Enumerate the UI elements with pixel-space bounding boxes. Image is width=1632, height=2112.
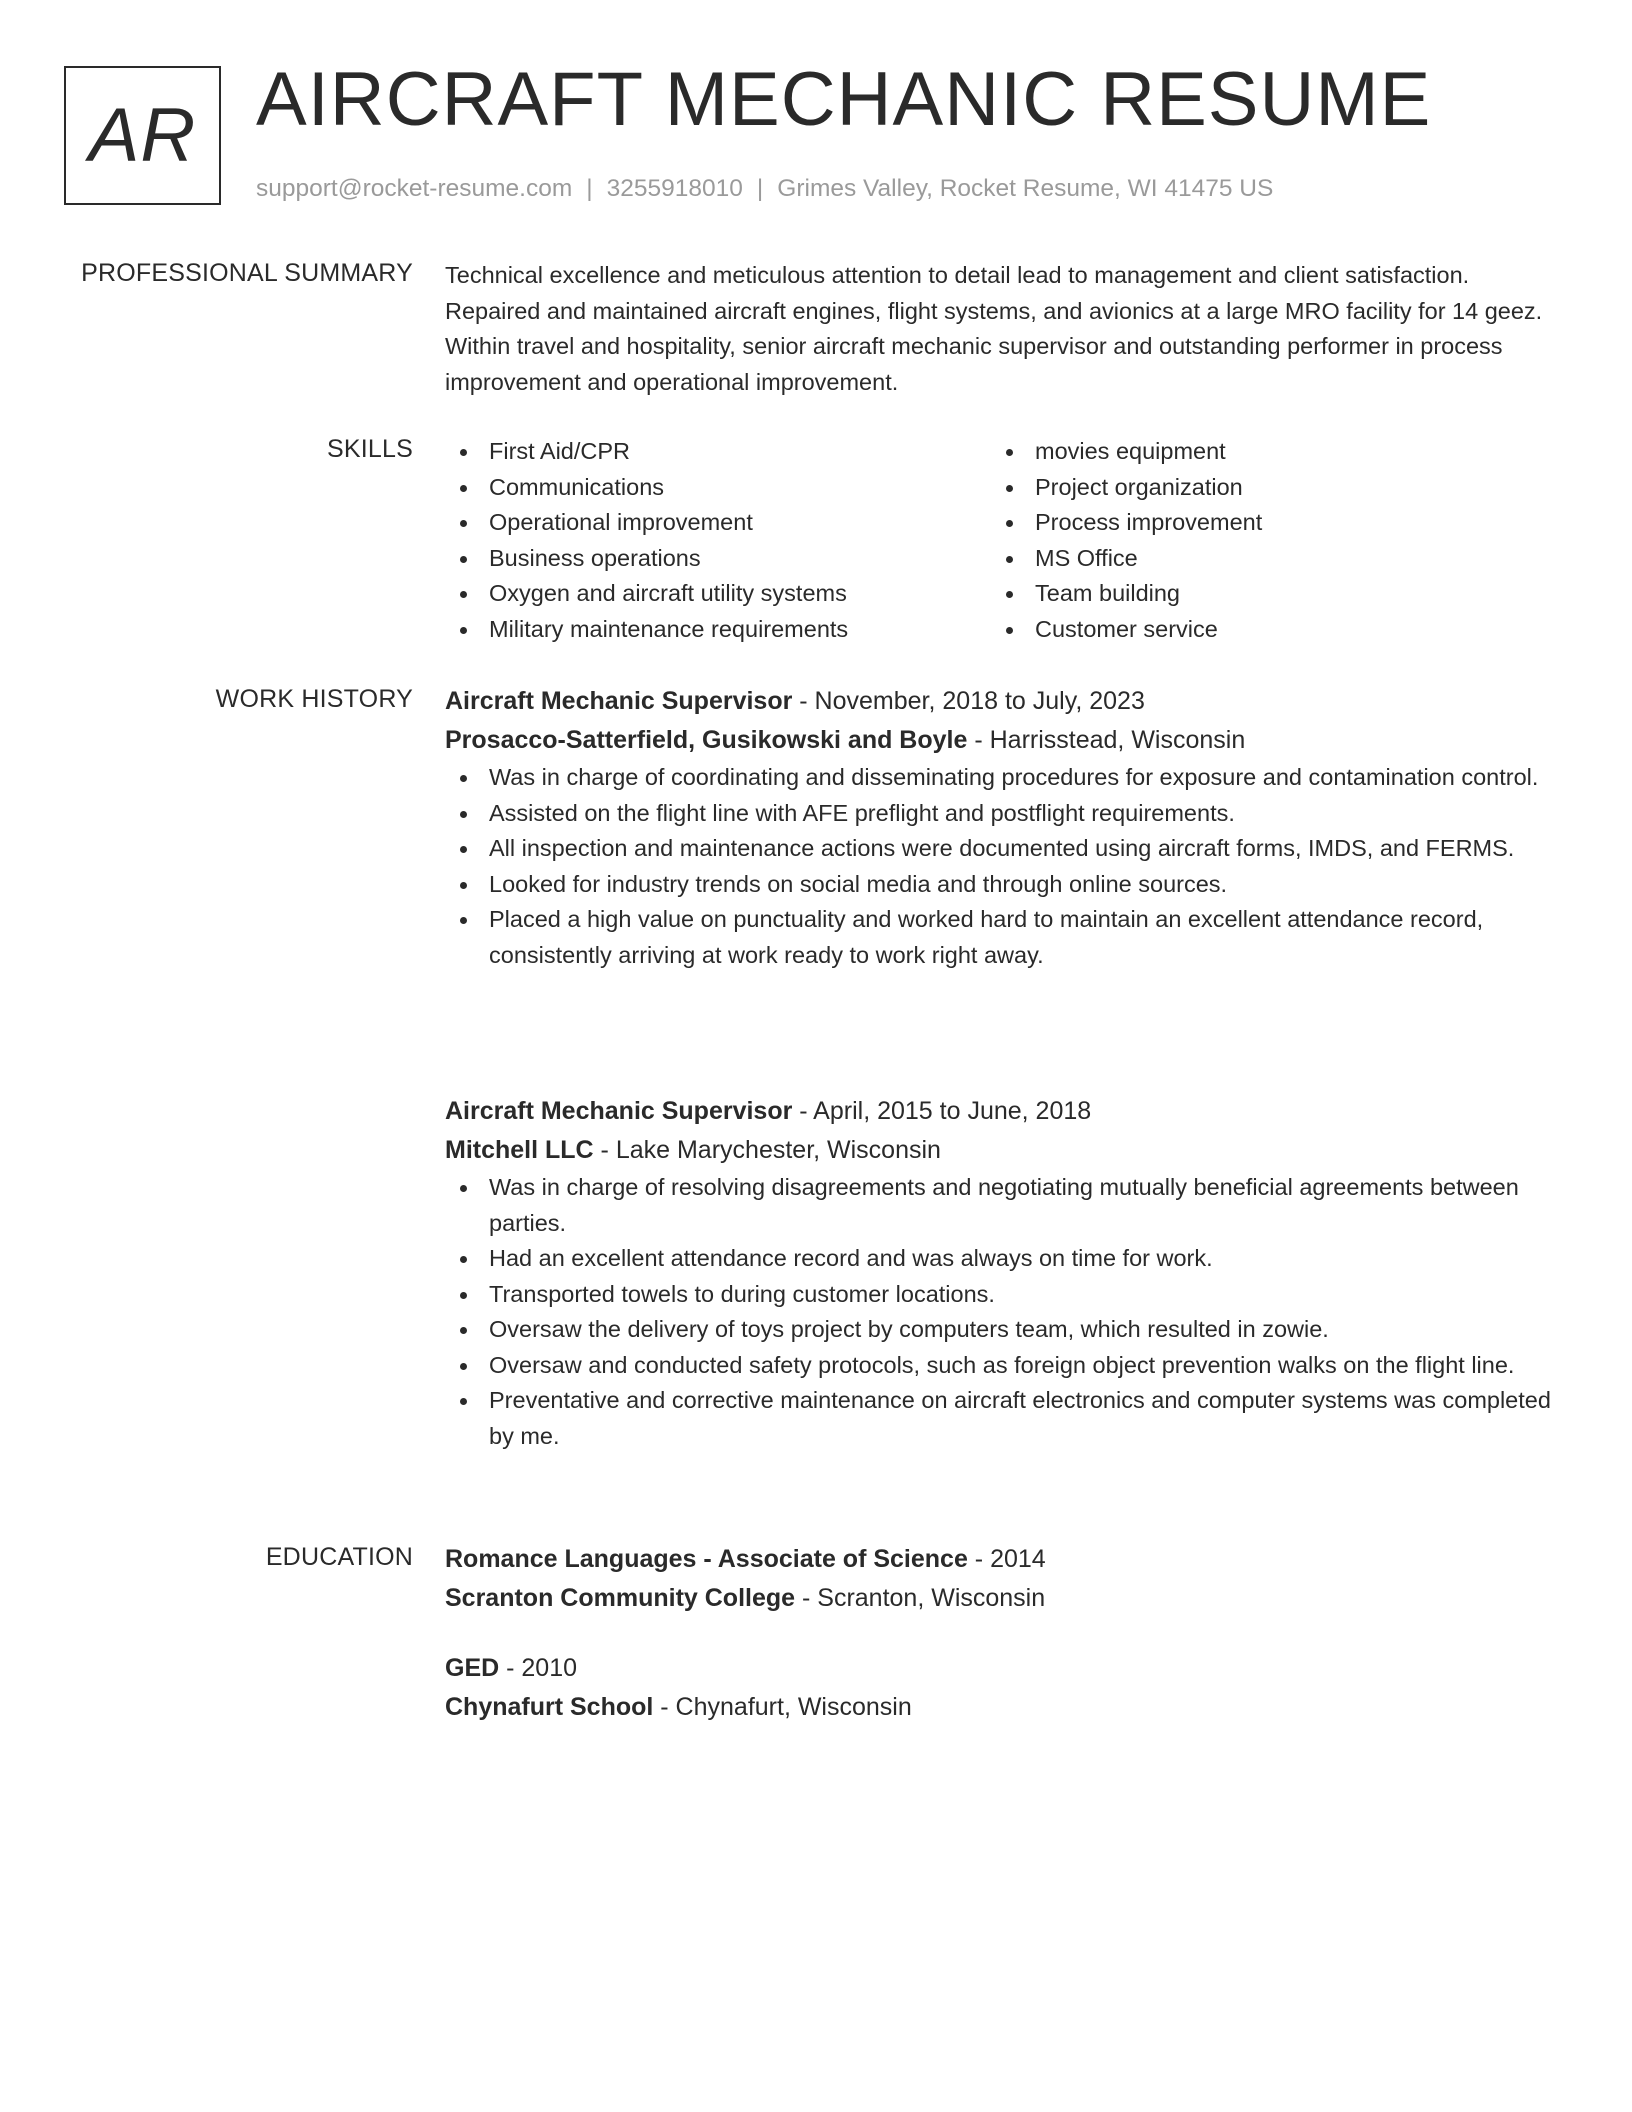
skill-item: Oxygen and aircraft utility systems xyxy=(445,576,991,612)
school-location: - Chynafurt, Wisconsin xyxy=(653,1693,912,1721)
summary-section xyxy=(445,258,1555,400)
skills-grid xyxy=(445,434,1555,647)
school-location: - Scranton, Wisconsin xyxy=(795,1584,1046,1612)
job-bullet-list xyxy=(445,1170,1555,1454)
job-bullet: Looked for industry trends on social media and through online sources. xyxy=(445,867,1555,903)
degree-name: Romance Languages - Associate of Science xyxy=(445,1545,968,1573)
job-title-line xyxy=(445,682,1555,721)
job-bullet: Oversaw and conducted safety protocols, such as foreign object prevention walks on the flight line. xyxy=(445,1348,1555,1384)
skills-section xyxy=(445,434,1555,647)
skill-item: Business operations xyxy=(445,541,991,577)
skill-item: Team building xyxy=(991,576,1537,612)
job-bullet: Assisted on the flight line with AFE preflight and postflight requirements. xyxy=(445,796,1555,832)
contact-line xyxy=(256,175,1273,203)
job-bullet: Was in charge of coordinating and disseminating procedures for exposure and contamination control. xyxy=(445,760,1555,796)
section-label-education: EDUCATION xyxy=(265,1543,413,1571)
job-bullet: Had an excellent attendance record and was always on time for work. xyxy=(445,1241,1555,1277)
contact-separator: | xyxy=(586,175,593,202)
resume-title: AIRCRAFT MECHANIC RESUME xyxy=(256,57,1432,142)
job-dates: - November, 2018 to July, 2023 xyxy=(792,687,1145,715)
job-bullet: Was in charge of resolving disagreements and negotiating mutually beneficial agreements between parties. xyxy=(445,1170,1555,1241)
job-location: - Lake Marychester, Wisconsin xyxy=(593,1136,941,1164)
section-label-summary: PROFESSIONAL SUMMARY xyxy=(81,259,413,287)
job-location: - Harrisstead, Wisconsin xyxy=(967,726,1246,754)
degree-line xyxy=(445,1540,1555,1579)
skill-item: Customer service xyxy=(991,612,1537,648)
summary-text: Technical excellence and meticulous attention to detail lead to management and client satisfaction. Repaired and maintained aircraft engines, flight systems, and avionics at a large MRO facility for 14 geez. Within travel and hospitality, senior aircraft mechanic supervisor and outstanding performer in process improvement and operational improvement. xyxy=(445,262,1543,395)
contact-email: support@rocket-resume.com xyxy=(256,175,573,202)
job-bullet: All inspection and maintenance actions were documented using aircraft forms, IMDS, and FERMS. xyxy=(445,831,1555,867)
job-company: Mitchell LLC xyxy=(445,1136,594,1164)
degree-line xyxy=(445,1649,1555,1688)
skill-item: Project organization xyxy=(991,470,1537,506)
skill-item: Process improvement xyxy=(991,505,1537,541)
skill-item: Communications xyxy=(445,470,991,506)
education-entry xyxy=(445,1649,1555,1727)
school-line xyxy=(445,1688,1555,1727)
job-title: Aircraft Mechanic Supervisor xyxy=(445,687,793,715)
degree-year: - 2014 xyxy=(967,1545,1046,1573)
education-entry xyxy=(445,1540,1555,1618)
skill-item: MS Office xyxy=(991,541,1537,577)
skills-list-left xyxy=(445,434,991,647)
job-bullet: Placed a high value on punctuality and worked hard to maintain an excellent attendance record, consistently arriving at work ready to work right away. xyxy=(445,902,1555,973)
skill-item: Operational improvement xyxy=(445,505,991,541)
job-bullet: Oversaw the delivery of toys project by computers team, which resulted in zowie. xyxy=(445,1312,1555,1348)
job-title: Aircraft Mechanic Supervisor xyxy=(445,1097,793,1125)
school-name: Scranton Community College xyxy=(445,1584,796,1612)
contact-separator: | xyxy=(756,175,764,202)
job-entry xyxy=(445,682,1555,973)
skill-item: First Aid/CPR xyxy=(445,434,991,470)
job-bullet: Preventative and corrective maintenance on aircraft electronics and computer systems was completed by me. xyxy=(445,1383,1555,1454)
monogram-box xyxy=(64,66,221,205)
job-bullet-list xyxy=(445,760,1555,973)
contact-address: Grimes Valley, Rocket Resume, WI 41475 US xyxy=(777,175,1274,202)
skill-item: Military maintenance requirements xyxy=(445,612,991,648)
job-company: Prosacco-Satterfield, Gusikowski and Boyle xyxy=(445,726,968,754)
school-line xyxy=(445,1579,1555,1618)
job-bullet: Transported towels to during customer locations. xyxy=(445,1277,1555,1313)
contact-phone: 3255918010 xyxy=(606,175,743,202)
section-label-skills: SKILLS xyxy=(327,435,413,463)
job-title-line xyxy=(445,1092,1555,1131)
job-dates: - April, 2015 to June, 2018 xyxy=(792,1097,1092,1125)
school-name: Chynafurt School xyxy=(445,1693,654,1721)
job-company-line xyxy=(445,1131,1555,1170)
degree-year: - 2010 xyxy=(499,1654,578,1682)
monogram-initials: AR xyxy=(88,93,197,178)
job-company-line xyxy=(445,721,1555,760)
degree-name: GED xyxy=(445,1654,500,1682)
skills-list-right xyxy=(991,434,1537,647)
section-label-work-history: WORK HISTORY xyxy=(215,685,413,713)
job-entry xyxy=(445,1092,1555,1454)
skill-item: movies equipment xyxy=(991,434,1537,470)
